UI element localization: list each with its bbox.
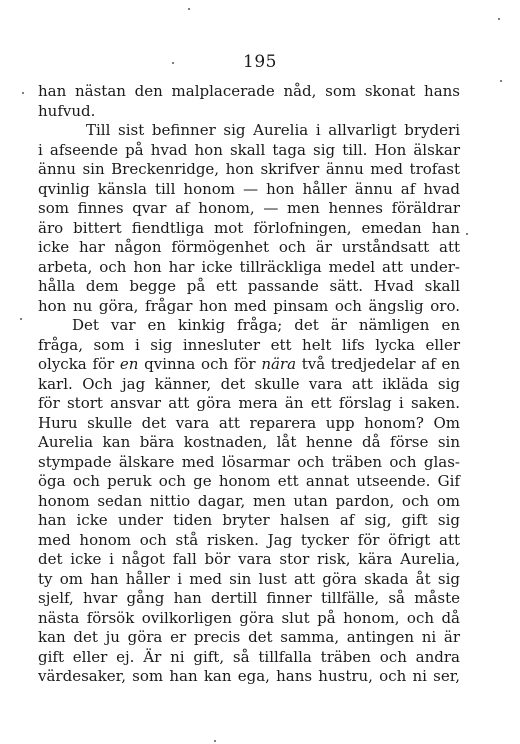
italic-word: nära (261, 355, 297, 373)
page-number: 195 (243, 52, 277, 72)
paper-speck (498, 18, 500, 20)
body-text (38, 82, 460, 687)
text-line: kan det ju göra er precis det samma, antingen ni är (38, 628, 460, 646)
text-line: hålla dem begge på ett passande sätt. Hvad skall (38, 277, 460, 295)
text-line: Aurelia kan bära kostnaden, låt henne då förse sin (38, 433, 460, 451)
text-line-with-italics: olycka för en qvinna och för nära två tredjedelar af en (38, 355, 460, 373)
paper-speck (500, 80, 502, 82)
text-line: för stort ansvar att göra mera än ett förslag i saken. (38, 394, 460, 412)
text-line: qvinlig känsla till honom — hon håller ännu af hvad (38, 179, 460, 198)
text-line: Till sist befinner sig Aurelia i allvarligt bryderi (86, 121, 460, 139)
text-line: ännu sin Breckenridge, hon skrifver ännu med trofast (38, 160, 460, 178)
text-line: fråga, som i sig innesluter ett helt lifs lycka eller (38, 335, 460, 354)
text-line: med honom och stå risken. Jag tycker för öfrigt att (38, 530, 460, 549)
paper-speck (20, 318, 22, 320)
text-line: äro bittert fiendtliga mot förlofningen, emedan han (38, 218, 460, 237)
text-line: gift eller ej. Är ni gift, så tillfalla träben och andra (38, 647, 460, 666)
text-line: öga och peruk och ge honom ett annat utseende. Gif (38, 472, 460, 490)
paper-speck (172, 62, 174, 64)
text-line: Det var en kinkig fråga; det är nämligen en (72, 316, 460, 334)
paper-speck (188, 8, 190, 10)
paper-speck (22, 92, 24, 94)
text-line: stympade älskare med lösarmar och träben och glas- (38, 452, 460, 471)
text-line: sjelf, hvar gång han dertill finner tillfälle, så måste (38, 589, 460, 607)
paper-speck (214, 740, 216, 742)
text-line: hon nu göra, frågar hon med pinsam och ängslig oro. (38, 296, 460, 315)
text-line: icke har någon förmögenhet och är urståndsatt att (38, 238, 460, 256)
text-line: hufvud. (38, 101, 96, 120)
paper-speck (466, 233, 468, 235)
text-line: i afseende på hvad hon skall taga sig till. Hon älskar (38, 140, 460, 159)
text-line: han icke under tiden bryter halsen af sig, gift sig (38, 511, 460, 529)
text-line: ty om han håller i med sin lust att göra skada åt sig (38, 569, 460, 588)
text-line: värdesaker, som han kan ega, hans hustru, och ni ser, (38, 667, 460, 685)
text-line: han nästan den malplacerade nåd, som skonat hans (38, 82, 460, 100)
text-line: honom sedan nittio dagar, men utan pardon, och om (38, 491, 460, 510)
text-line: Huru skulle det vara att reparera upp honom? Om (38, 413, 460, 432)
text-line: nästa försök ovilkorligen göra slut på honom, och då (38, 608, 460, 627)
text-line: karl. Och jag känner, det skulle vara att ikläda sig (38, 374, 460, 393)
text-line: som finnes qvar af honom, — men hennes föräldrar (38, 199, 460, 217)
italic-word: en (119, 355, 139, 373)
text-line: arbeta, och hon har icke tillräckliga medel att under- (38, 257, 460, 276)
text-line: det icke i något fall bör vara stor risk, kära Aurelia, (38, 550, 460, 568)
